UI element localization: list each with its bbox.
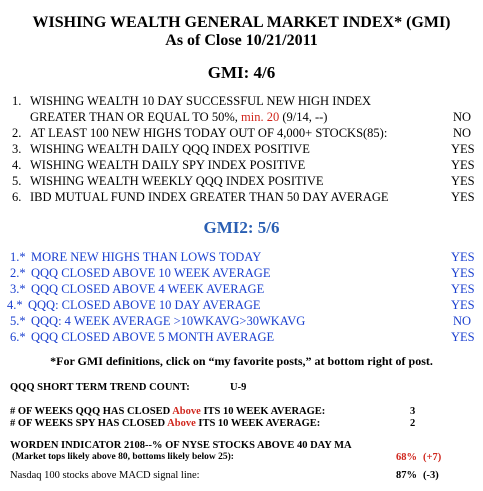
gmi-item-2-label: AT LEAST 100 NEW HIGHS TODAY OUT OF 4,000+ STOCKS(85): xyxy=(30,126,388,140)
gmi2-item-4-value: YES xyxy=(451,298,475,312)
gmi-item-3-value: YES xyxy=(451,142,475,156)
page-title: WISHING WEALTH GENERAL MARKET INDEX* (GMI) xyxy=(32,14,451,31)
nasdaq-macd-value: 87% xyxy=(396,470,417,481)
gmi2-item-5-num: 5.* xyxy=(10,314,26,328)
gmi-item-4-value: YES xyxy=(451,158,475,172)
worden-indicator-value: 68% xyxy=(396,452,417,463)
nasdaq-macd-change: (-3) xyxy=(423,470,439,481)
nasdaq-macd-label: Nasdaq 100 stocks above MACD signal line: xyxy=(10,470,200,481)
gmi2-item-2-num: 2.* xyxy=(10,266,26,280)
spy-weeks-text: # OF WEEKS SPY HAS CLOSED xyxy=(10,418,168,429)
gmi2-item-3-num: 3.* xyxy=(10,282,26,296)
gmi2-item-6-value: YES xyxy=(451,330,475,344)
worden-indicator-change: (+7) xyxy=(423,452,442,463)
qqq-weeks-label xyxy=(10,406,325,417)
gmi2-item-1-num: 1.* xyxy=(10,250,26,264)
gmi-item-4-num: 4. xyxy=(12,158,22,172)
gmi-item-3-num: 3. xyxy=(12,142,22,156)
gmi2-item-5-value: NO xyxy=(453,314,472,328)
qqq-weeks-above: Above xyxy=(172,406,201,417)
worden-indicator-note: (Market tops likely above 80, bottoms likely below 25): xyxy=(12,452,234,462)
gmi-item-1-min: min. 20 xyxy=(241,110,280,124)
gmi2-item-1-label: MORE NEW HIGHS THAN LOWS TODAY xyxy=(31,250,262,264)
gmi-item-4-label: WISHING WEALTH DAILY SPY INDEX POSITIVE xyxy=(30,158,306,172)
gmi-heading: GMI: 4/6 xyxy=(207,63,276,82)
qqq-weeks-text-end: ITS 10 WEEK AVERAGE: xyxy=(200,406,326,417)
qqq-weeks-value: 3 xyxy=(410,406,416,417)
gmi-item-6-label: IBD MUTUAL FUND INDEX GREATER THAN 50 DAY AVERAGE xyxy=(30,190,389,204)
gmi2-item-2-label: QQQ CLOSED ABOVE 10 WEEK AVERAGE xyxy=(31,266,271,280)
gmi2-heading: GMI2: 5/6 xyxy=(203,218,280,237)
page-subtitle: As of Close 10/21/2011 xyxy=(165,32,318,49)
gmi2-item-1-value: YES xyxy=(451,250,475,264)
gmi2-item-3-value: YES xyxy=(451,282,475,296)
gmi2-item-5-label: QQQ: 4 WEEK AVERAGE >10WKAVG>30WKAVG xyxy=(31,314,306,328)
worden-indicator-label: WORDEN INDICATOR 2108--% OF NYSE STOCKS ABOVE 40 DAY MA xyxy=(10,440,352,451)
gmi-item-6-value: YES xyxy=(451,190,475,204)
gmi2-item-4-label: QQQ: CLOSED ABOVE 10 DAY AVERAGE xyxy=(28,298,261,312)
trend-count-value: U-9 xyxy=(230,382,247,393)
gmi2-item-6-num: 6.* xyxy=(10,330,26,344)
spy-weeks-label xyxy=(10,418,320,429)
gmi-item-1-dates: (9/14, --) xyxy=(279,110,328,124)
gmi-item-1-line2 xyxy=(30,110,327,125)
gmi-item-1-line1: WISHING WEALTH 10 DAY SUCCESSFUL NEW HIGH INDEX xyxy=(30,94,372,108)
qqq-weeks-text: # OF WEEKS QQQ HAS CLOSED xyxy=(10,406,173,417)
spy-weeks-above: Above xyxy=(167,418,196,429)
gmi-item-2-value: NO xyxy=(453,126,472,140)
gmi-item-1-value: NO xyxy=(453,110,472,124)
gmi2-item-3-label: QQQ CLOSED ABOVE 4 WEEK AVERAGE xyxy=(31,282,265,296)
gmi-item-5-num: 5. xyxy=(12,174,22,188)
gmi-item-1-line2-text: GREATER THAN OR EQUAL TO 50%, xyxy=(30,110,241,124)
gmi-item-2-num: 2. xyxy=(12,126,22,140)
gmi-footnote: *For GMI definitions, click on “my favorite posts,” at bottom right of post. xyxy=(50,354,433,368)
spy-weeks-value: 2 xyxy=(410,418,416,429)
gmi2-item-2-value: YES xyxy=(451,266,475,280)
gmi-item-3-label: WISHING WEALTH DAILY QQQ INDEX POSITIVE xyxy=(30,142,310,156)
gmi-item-1-num: 1. xyxy=(12,94,22,108)
gmi-item-5-label: WISHING WEALTH WEEKLY QQQ INDEX POSITIVE xyxy=(30,174,324,188)
spy-weeks-text-end: ITS 10 WEEK AVERAGE: xyxy=(195,418,321,429)
gmi2-item-6-label: QQQ CLOSED ABOVE 5 MONTH AVERAGE xyxy=(31,330,275,344)
trend-count-label: QQQ SHORT TERM TREND COUNT: xyxy=(10,382,190,393)
gmi-item-6-num: 6. xyxy=(12,190,22,204)
gmi-item-5-value: YES xyxy=(451,174,475,188)
gmi2-item-4-num: 4.* xyxy=(7,298,23,312)
